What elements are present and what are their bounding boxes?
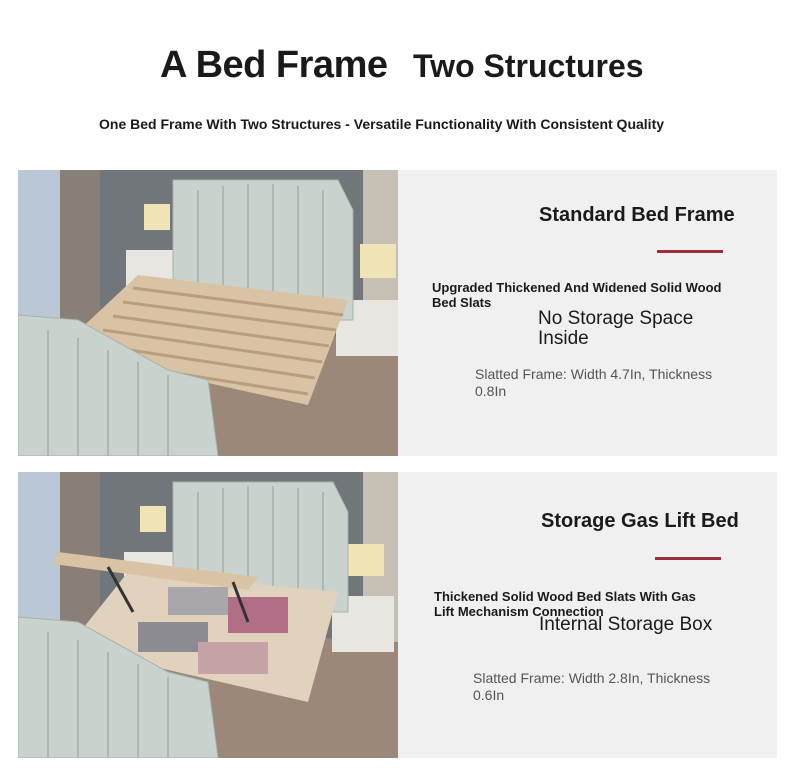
product-panel-standard (18, 170, 777, 456)
spec-text: Slatted Frame: Width 4.7In, Thickness 0.8In (475, 366, 713, 399)
product-title: Storage Gas Lift Bed (541, 510, 739, 532)
product-panel-storage (18, 472, 777, 758)
page-subtitle: Two Structures (413, 48, 644, 84)
highlight-text: Internal Storage Box (539, 614, 713, 635)
product-title: Standard Bed Frame (539, 204, 735, 226)
bed-photo-standard (18, 170, 398, 456)
spec-text: Slatted Frame: Width 2.8In, Thickness 0.6In (473, 670, 711, 703)
feature-text: Thickened Solid Wood Bed Slats With Gas Lift Mechanism Connection (434, 589, 696, 619)
bed-photo-storage (18, 472, 398, 758)
feature-text: Upgraded Thickened And Widened Solid Wood Bed Slats (432, 280, 722, 310)
title-underline (657, 250, 723, 253)
highlight-text: No Storage Space Inside (538, 308, 694, 349)
page-title: A Bed Frame (160, 44, 388, 86)
title-underline (655, 557, 721, 560)
tagline: One Bed Frame With Two Structures - Versatile Functionality With Consistent Quality (99, 116, 665, 132)
